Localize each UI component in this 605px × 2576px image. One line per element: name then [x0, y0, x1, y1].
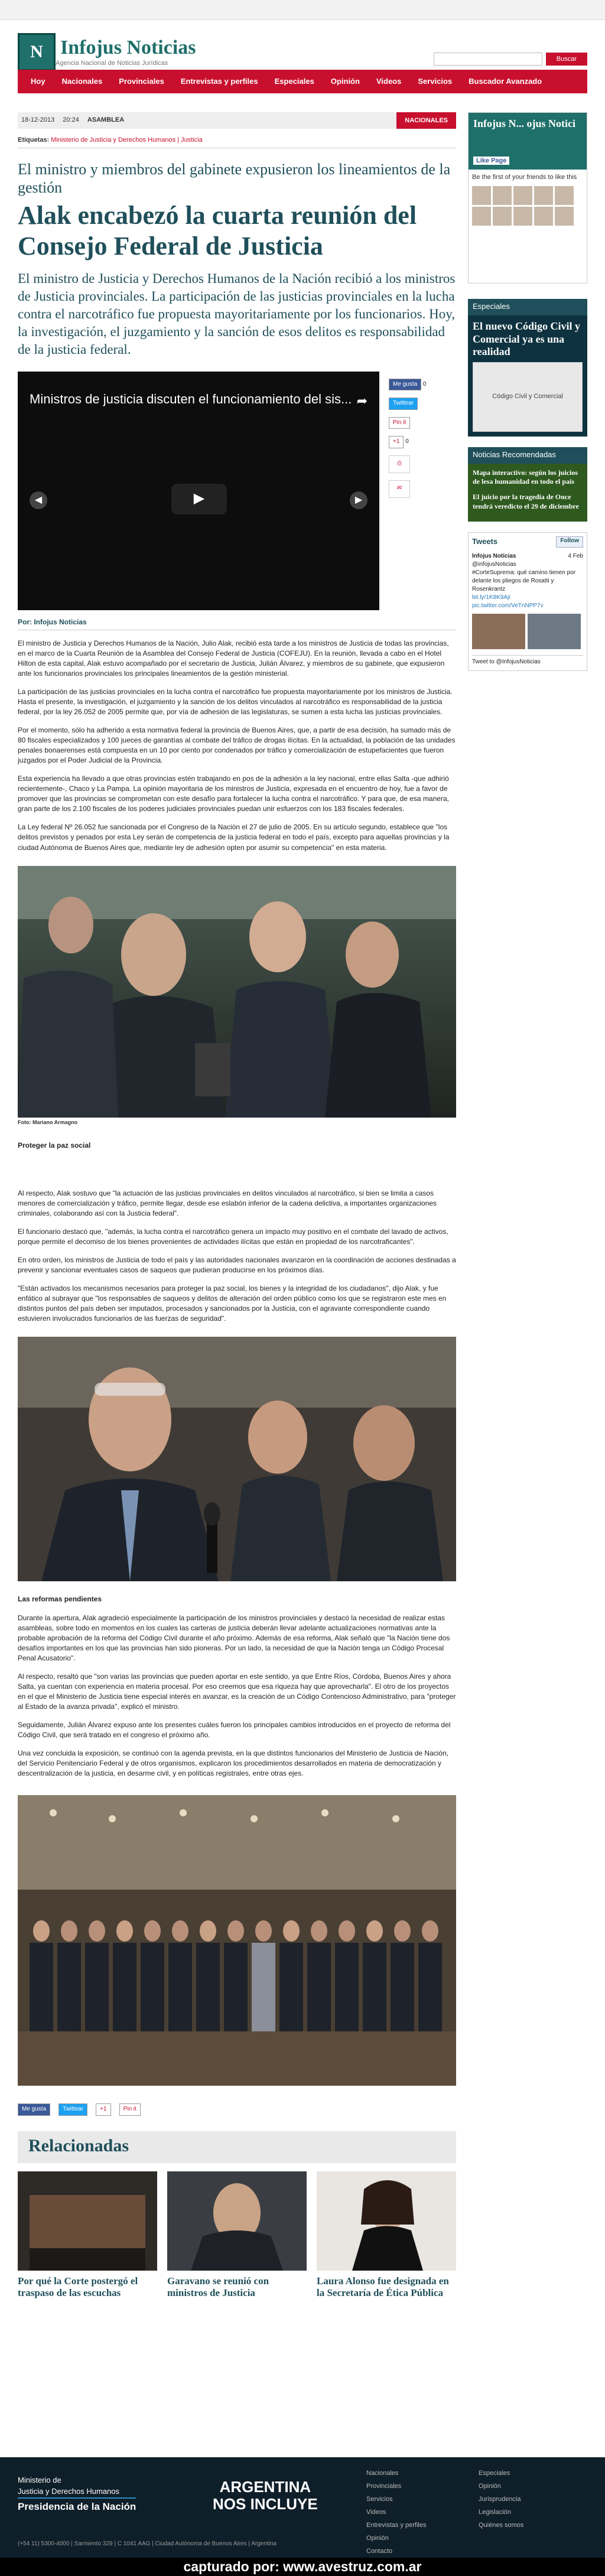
article-paragraph: El funcionario destacó que, "además, la lucha contra el narcotráfico genera un impacto muy positivo en el combate del lavado de activos, porque permite el decomiso de los bienes provenientes de actividades ilícitas que están en propiedad de los narcotraficantes". — [18, 1227, 448, 1246]
article-paragraph: Seguidamente, Julián Álvarez expuso ante los presentes cuáles fueron los principales cambios introducidos en el proyecto de reforma del Código Civil, que será tratado en el congreso el próximo año. — [18, 1720, 451, 1740]
photo-caption: Foto: Mariano Armagno — [18, 1119, 78, 1125]
article-paragraph: En otro orden, los ministros de Justicia de todo el país y las autoridades nacionales avanzaron en la coordinación de acciones destinadas a prevenir y sancionar eventuales casos de saqueos que pudieran producirse en los próximos días. — [18, 1256, 456, 1275]
video-next-icon[interactable]: ▶ — [350, 491, 367, 509]
facebook-like-button[interactable]: Me gusta — [389, 379, 421, 391]
logo-mark: N — [18, 33, 56, 71]
related-heading: Relacionadas — [18, 2131, 456, 2163]
bottom-share-row — [18, 2103, 456, 2116]
article-title: Alak encabezó la cuarta reunión del Consejo Federal de Justicia — [18, 201, 417, 261]
google-plus-count: 0 — [405, 438, 409, 445]
footer-link[interactable]: Videos — [366, 2508, 386, 2516]
print-icon[interactable]: ⎙ — [389, 455, 410, 473]
footer-slogan-line1: ARGENTINA — [219, 2478, 311, 2496]
footer-slogan-line2: NOS INCLUYE — [213, 2494, 318, 2513]
share-column — [379, 372, 456, 610]
article-paragraph: Por el momento, sólo ha adherido a esta normativa federal la provincia de Buenos Aires, que, a partir de esa decisión, ha sumado más de 80 fiscales especializados y 100 jueces de garantías al combate del tráfico de drogas ilícitas. En la actualidad, la población de las unidades penales bonaerenses está compuesta en un 10 por ciento por condenados por tráfico y comercialización de estupefacientes que fueron juzgados por el Poder Judicial de la Provincia. — [18, 726, 456, 765]
related-item[interactable] — [167, 2171, 307, 2300]
footer-brand-line2: Justicia y Derechos Humanos — [18, 2486, 119, 2496]
article-photo-1 — [18, 866, 456, 1118]
nav-item[interactable]: Entrevistas y perfiles — [180, 77, 258, 86]
article-paragraph: Al respecto, Alak sostuvo que "la actuación de las justicias provinciales en delitos vinculados al narcotráfico, si bien se limita a casos menores de comercialización y tráfico, permite llegar, desde ese eslabón inferior de la cadena delictiva, a importantes organizaciones criminales, colaborando así con la Justicia federal". — [18, 1188, 437, 1218]
article-paragraph: El ministro de Justicia y Derechos Humanos de la Nación, Julio Alak, recibió esta tarde a los ministros de Justicia de todas las provincias, en el marco de la Cuarta Reunión de la Asamblea del Consejo Federal de Justicia (COFEJU). En la reunión, llevada a cabo en el Hotel Hilton de esta capital, Alak estuvo acompañado por el secretario de Justicia, Julián Álvarez, y miembros de su gabinete, que expusieron ante los funcionarios provinciales los principales lineamientos de la gestión ministerial. — [18, 639, 449, 678]
related-image — [167, 2171, 307, 2271]
email-icon[interactable]: ✉ — [389, 480, 410, 498]
facebook-widget-header — [469, 113, 587, 170]
tweet-link[interactable]: bit.ly/1K8K9AjI pic.twitter.com/VeTnNPP7v — [472, 594, 544, 609]
tweet-handle[interactable]: @infojusNoticias — [472, 561, 516, 568]
article-paragraph: Al respecto, resaltó que "son varias las provincias que pueden aportar en este sentido, ya que Entre Ríos, Córdoba, Buenos Aires y ahora Salta, ya cuentan con experiencia en materia procesal. Por eso creemos que esa riqueza hay que aprovecharla". El otro de los proyectos en el que el Ministerio de Justicia tiene especial interés en avanzar, es la creación de un Código Contencioso Administrativo, para "proteger al Estado de la avanza privada", explicó el ministro. — [18, 1672, 456, 1711]
facebook-page-title: Infojus N... ojus Notici — [473, 118, 576, 129]
twitter-share-button-bottom[interactable]: Twittear — [58, 2103, 87, 2116]
nav-item[interactable]: Provinciales — [119, 77, 164, 86]
article-body — [18, 639, 456, 853]
main-column — [18, 112, 456, 2299]
tag-link-justicia[interactable]: Justicia — [181, 136, 203, 144]
search-button[interactable]: Buscar — [546, 53, 587, 66]
article-photo-2 — [18, 1337, 456, 1581]
article-body-2 — [18, 1188, 456, 1324]
footer-brand-line3: Presidencia de la Nación — [18, 2497, 136, 2515]
logo-subtitle: Agencia Nacional de Noticias Jurídicas — [56, 59, 168, 67]
article-paragraph: Una vez concluida la exposición, se continuó con la agenda prevista, en la que distintos funcionarios del Ministerio de Justicia de Nación, del Servicio Penitenciario Federal y de otros organismos, explicaron los procedimientos desarrollados en materia de democratización y descentralización de la justicia, en desarme civil, y en políticas registrales, entre otras ejes. — [18, 1749, 449, 1778]
main-nav — [18, 70, 587, 93]
especiales-label: Especiales — [468, 299, 587, 315]
facebook-faces — [472, 186, 583, 226]
search-input[interactable] — [434, 53, 542, 66]
footer-link[interactable]: Quiénes somos — [479, 2521, 524, 2529]
article-section: ASAMBLEA — [87, 116, 125, 124]
subhead-reformas: Las reformas pendientes — [18, 1595, 102, 1604]
article-media — [18, 372, 456, 610]
recomendada-item-2[interactable]: El juicio por la tragedia de Once tendrá veredicto el 29 de diciembre — [473, 492, 579, 510]
tag-link-ministerio[interactable]: Ministerio de Justicia y Derechos Humanos — [51, 136, 176, 144]
subhead-paz-social: Proteger la paz social — [18, 1141, 91, 1149]
article-date: 18-12-2013 — [21, 116, 55, 124]
nav-item[interactable]: Videos — [376, 77, 402, 86]
nav-item[interactable]: Buscador Avanzado — [469, 77, 542, 86]
twitter-follow-button[interactable]: Follow — [556, 536, 583, 548]
nav-item[interactable]: Hoy — [31, 77, 45, 86]
footer-link[interactable]: Nacionales — [366, 2470, 399, 2477]
nav-item[interactable]: Nacionales — [61, 77, 103, 86]
footer-links-b — [479, 2469, 523, 2534]
tweet — [472, 552, 583, 649]
tweet-to-box[interactable]: Tweet to @InfojusNoticias — [472, 655, 583, 667]
footer-link[interactable]: Especiales — [479, 2470, 510, 2477]
video-title: Ministros de justicia discuten el funcionamiento del sis... — [30, 391, 352, 406]
footer-link[interactable]: Entrevistas y perfiles — [366, 2521, 427, 2529]
sidebar — [468, 112, 587, 671]
footer-link[interactable]: Jurisprudencia — [479, 2495, 521, 2503]
article-photo-group — [18, 1795, 456, 2086]
article-paragraph: Esta experiencia ha llevado a que otras provincias estén trabajando en pos de la adhesión a la ley nacional, entre ellas Salta -que adhirió recientemente-, Chaco y La Pampa. La opinión mayoritaria de los ministros de Justicia, expresada en el encuentro de hoy, fue a favor de promover que las provincias se comprometan con este desafío para fortalecer la lucha contra el narcotráfico. Y para que, de esa manera, gran parte de los 2.100 fiscales de los poderes judiciales provinciales puedan unir esfuerzos con los 183 fiscales federales. — [18, 774, 449, 813]
footer-link[interactable]: Contacto — [366, 2547, 393, 2555]
nav-item[interactable]: Especiales — [274, 77, 314, 86]
related-image — [317, 2171, 456, 2271]
article-paragraph: "Están activados los mecanismos necesarios para proteger la paz social, los bienes y la integridad de los ciudadanos", dijo Alak, y fue enfático al subrayar que "los responsables de saqueos y delitos de alteración del orden público como los que se registraron este mes en distintos puntos del país deben ser imputados, procesados y sancionados por la Justicia, con el agravante correspondiente cuando estuvieren involucrados funcionarios de las fuerzas de seguridad". — [18, 1284, 447, 1323]
related-item[interactable] — [317, 2171, 456, 2300]
footer-brand-line1: Ministerio de — [18, 2476, 61, 2484]
tweet-time: 4 Feb — [568, 553, 583, 559]
article-lead: El ministro de Justicia y Derechos Humanos de la Nación recibió a los ministros de Justicia provinciales. La participación de las justicias provinciales en la lucha contra el narcotráfico fue propuesta mayoritariamente por los funcionarios. Hoy, la investigación, el juzgamiento y la sanción de esos delitos es responsabilidad de la justicia federal. — [18, 271, 456, 357]
especiales-box[interactable] — [468, 315, 587, 437]
byline: Por: Infojus Noticias — [18, 617, 456, 630]
tags-label: Etiquetas: — [18, 136, 50, 144]
facebook-like-prompt: Be the first of your friends to like this — [472, 174, 577, 181]
article-paragraph: La Ley federal Nº 26.052 fue sancionada por el Congreso de la Nación el 27 de julio de 2005. En su artículo segundo, establece que "los delitos previstos y penados por esta Ley serán de competencia de la justicia federal en todo el país, excepto para aquellas provincias y la ciudad Autónoma de Buenos Aires que, mediante ley de adhesión opten por asumir su competencia" en esta materia. — [18, 823, 450, 852]
especiales-title: El nuevo Código Civil y Comercial ya es una realidad — [473, 320, 581, 358]
google-plus-button-bottom[interactable]: +1 — [96, 2103, 110, 2116]
site-footer — [0, 2457, 605, 2558]
article-paragraph: La participación de las justicias provinciales en la lucha contra el narcotráfico fue propuesta mayoritariamente por los ministros de Justicia. Hasta el presente, la investigación, el juzgamiento y la sanción de los delitos vinculados al narcotráfico es responsabilidad de la justicia federal, por la ley 26.052 de 2005 permite que, por vía de adhesión de las legislaturas, se sumen a esta lucha las justicias provinciales. — [18, 688, 453, 717]
footer-link[interactable]: Servicios — [366, 2495, 393, 2503]
tweets-label: Tweets — [472, 537, 498, 546]
related-image — [18, 2171, 157, 2271]
related-title-1: Por qué la Corte postergó el traspaso de las escuchas — [18, 2275, 138, 2299]
tweet-user[interactable]: Infojus Noticias — [472, 553, 516, 559]
video-player[interactable] — [18, 372, 379, 610]
capture-credit: capturado por: www.avestruz.com.ar — [0, 2558, 605, 2576]
play-icon[interactable]: ▶ — [171, 484, 227, 514]
related-title-2: Garavano se reunió con ministros de Justicia — [167, 2275, 269, 2299]
share-video-icon[interactable]: ➦ — [356, 393, 367, 408]
article-tags: Etiquetas: Ministerio de Justicia y Derechos Humanos | Justicia — [18, 136, 456, 148]
footer-link[interactable]: Opinión — [479, 2482, 501, 2490]
recomendadas-box — [468, 464, 587, 522]
article-kicker: El ministro y miembros del gabinete expusieron los lineamientos de la gestión — [18, 160, 451, 197]
footer-link[interactable]: Opinión — [366, 2534, 389, 2542]
search-form — [434, 53, 587, 66]
recomendadas-label: Noticias Recomendadas — [468, 447, 587, 464]
related-item[interactable] — [18, 2171, 157, 2300]
logo-title: Infojus Noticias — [60, 36, 196, 58]
article-time: 20:24 — [63, 116, 79, 124]
recomendada-item-1[interactable]: Mapa interactivo: según los juicios de lesa humanidad en todo el país — [473, 468, 578, 486]
pinterest-button-bottom[interactable]: Pin it — [119, 2103, 141, 2116]
article-body-3 — [18, 1613, 456, 1779]
category-tag[interactable]: NACIONALES — [396, 112, 456, 129]
facebook-like-count: 0 — [422, 380, 427, 387]
article-meta — [18, 112, 456, 129]
footer-link[interactable]: Provinciales — [366, 2482, 402, 2490]
footer-link[interactable]: Legislación — [479, 2508, 512, 2516]
video-prev-icon[interactable]: ◀ — [30, 491, 47, 509]
tweet-text: #CorteSuprema: qué camino tienen por delante los pliegos de Rosatti y Rosenkrantz — [472, 569, 576, 592]
facebook-like-button-bottom[interactable]: Me gusta — [18, 2103, 50, 2116]
site-header — [0, 20, 605, 67]
twitter-widget — [468, 532, 587, 670]
pinterest-button[interactable]: Pin it — [389, 417, 410, 429]
facebook-widget — [468, 112, 587, 284]
nav-item[interactable]: Opinión — [330, 77, 360, 86]
tweet-images — [472, 614, 583, 649]
nav-item[interactable]: Servicios — [418, 77, 453, 86]
footer-address: (+54 11) 5300-4000 | Sarmiento 329 | C 1041 AAG | Ciudad Autónoma de Buenos Aires | Argentina — [18, 2541, 277, 2547]
related-title-3: Laura Alonso fue designada en la Secretaría de Ética Pública — [317, 2275, 449, 2299]
site-logo[interactable] — [18, 33, 196, 71]
facebook-like-page-button[interactable]: Like Page — [473, 157, 509, 165]
twitter-share-button[interactable]: Twittear — [389, 398, 418, 410]
footer-links-a — [366, 2469, 426, 2560]
google-plus-button[interactable]: +1 — [389, 436, 404, 448]
related-list — [18, 2171, 456, 2300]
especiales-image: Código Civil y Comercial — [473, 362, 583, 432]
article-paragraph: Durante la apertura, Alak agradeció especialmente la participación de los ministros provinciales y destacó la necesidad de realizar estas asambleas, sobre todo en momentos en los cuales las carteras de justicia deberán llevar adelante actualizaciones normativas ante la probable aprobación de la reforma del Código Civil durante el año próximo. Además de esa reforma, Alak señaló que "la Nación tiene dos desafíos importantes en los que las provincias han sido pioneras. Por un lado, la necesidad de que la Nación tenga un Código Procesal Penal Acusatorio". — [18, 1613, 450, 1662]
top-bar — [0, 0, 605, 20]
